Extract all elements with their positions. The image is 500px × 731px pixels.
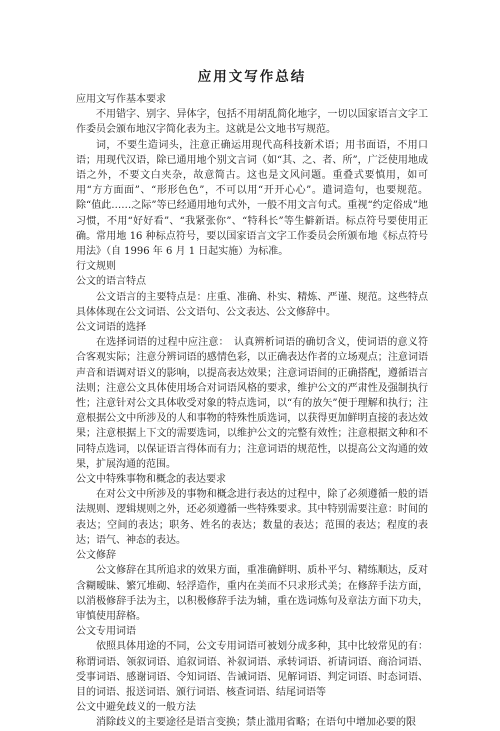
body-paragraph: 公文修辞在其所追求的效果方面，重准确鲜明、质朴平匀、精练顺达，反对含糊暧昧、繁冗堆砌、轻浮造作，重内在美而不只求形式美；在修辞手法方面，以消极修辞手法为主，以积极修辞手法为辅，重在选词炼句及章法方面下功夫，审慎使用辞格。 [76,565,428,622]
document-body [76,92,428,731]
section-heading: 公文的语言特点 [76,276,146,288]
section-heading: 公文词语的选择 [76,322,146,334]
body-paragraph: 不用错字、别字、异体字，包括不用胡乱简化地字，一切以国家语言文字工作委员会颁布地汉字简化表为主。这就是公文地书写规范。 [76,109,428,136]
document-title: 应用文写作总结 [197,69,307,85]
section-heading: 应用文写作基本要求 [76,94,166,105]
body-paragraph: 公文语言的主要特点是：庄重、准确、朴实、精炼、严谨、规范。这些特点具体体现在公文词语、公文语句、公文表达、公文修辞中。 [76,291,428,318]
body-paragraph: 词，不要生造词头，注意正确运用现代高科技新术语；用书面语，不用口语；用现代汉语，除已通用地个别文言词（如“其、之、者、所”，广泛使用地成语之外，不要文白夹杂，故意简古。这也是文风问题。重叠式要慎用，如可用“方方面面”、“形形色色”，不可以用“开开心心”。遣词造句，也要规范。除“值此……之际”等已经通用地句式外，一般不用文言句式。重视“约定俗成”地习惯，不用“好好看”、“我紧张你”、“特科长”等生僻新语。标点符号要使用正确。常用地 16 种标点符号，要以国家语言文字工作委员会所颁布地《标点符号用法》（自 1996 年 6 月 1 日起实施）为标准。 [76,139,428,258]
section-heading: 公文中避免歧义的一般方法 [76,702,196,714]
body-paragraph: 在选择词语的过程中应注意： 认真辨析词语的确切含义，使词语的意义符合客观实际；注意分辨词语的感情色彩，以正确表达作者的立场观点；注意词语声音和语调对语义的影响，以提高表达效果；注意词语间的正确搭配，遵循语言法则；注意公文具体使用场合对词语风格的要求，维护公文的严肃性及强制执行性；注意针对公文具体收受对象的特点选词，以“有的放矢”便于理解和执行；注意根据公文中所涉及的人和事物的特殊性质选词，以获得更加鲜明直接的表达效果；注意根据上下文的需要选词，以维护公文的完整有效性；注意根据文种和不同特点选词，以保证语言得体而有力；注意词语的规范性，以提高公文沟通的效果，扩展沟通的范围。 [76,337,428,470]
section-heading: 公文中特殊事物和概念的表达要求 [76,474,226,486]
body-paragraph: 消除歧义的主要途径是语言变换；禁止滥用省略；在语句中增加必要的限 [96,717,416,729]
section-heading: 公文专用词语 [76,626,136,638]
body-paragraph: 在对公文中所涉及的事物和概念进行表达的过程中，除了必须遵循一般的语法规则、逻辑规则之外，还必须遵循一些特殊要求。其中特别需要注意：时间的表达；空间的表达；职务、姓名的表达；数量的表达；范围的表达；程度的表达；语气、神态的表达。 [76,489,428,546]
section-heading: 公文修辞 [76,550,116,562]
section-heading: 行文规则 [76,261,116,273]
body-paragraph: 依照具体用途的不同，公文专用词语可被划分成多种，其中比较常见的有：称谓词语、领叙词语、追叙词语、补叙词语、承转词语、祈请词语、商洽词语、受事词语、感谢词语、令知词语、告诫词语、见解词语、判定词语、时态词语、目的词语、报送词语、颁行词语、核查词语、结尾词语等 [76,641,428,698]
